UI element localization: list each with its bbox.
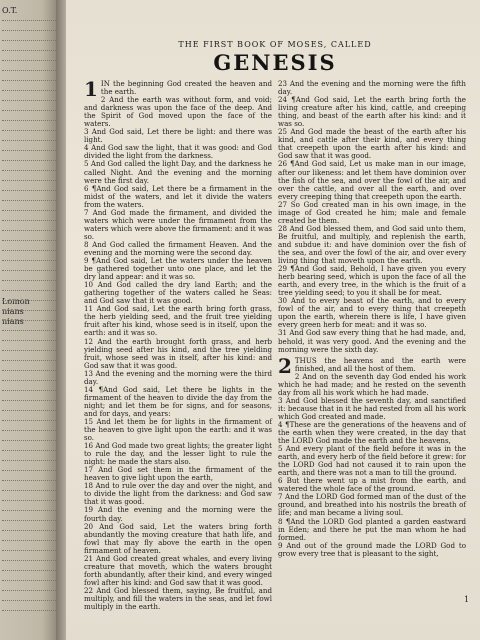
index-dot-leader (2, 200, 58, 202)
index-dot-leader (2, 170, 58, 172)
chapter-number: 1 (84, 77, 98, 101)
left-page-label: nians (2, 317, 24, 326)
index-dot-leader (2, 110, 58, 112)
index-dot-leader (2, 570, 58, 572)
index-dot-leader (2, 220, 58, 222)
verse: 5 And every plant of the field before it was in the earth, and every herb of the field before it grew: for the LORD God had not caused it to rain upon the earth, and there was not a man to till the ground. (278, 444, 466, 478)
left-page-label: Lomon (2, 297, 30, 306)
index-dot-leader (2, 550, 58, 552)
verse: 17 And God set them in the firmament of the heaven to give light upon the earth, (84, 465, 272, 483)
verse: IN the beginning God created the heaven and the earth. (100, 79, 272, 97)
verse: 6 ¶And God said, Let there be a firmament in the midst of the waters, and let it divide the waters from the waters. (84, 183, 272, 209)
verse: 7 And God made the firmament, and divided the waters which were under the firmament from the waters which were above the firmament: and it was so. (84, 207, 272, 241)
index-dot-leader (2, 100, 58, 102)
index-dot-leader (2, 70, 58, 72)
verse: 23 And the evening and the morning were the fifth day. (278, 79, 466, 97)
verse: 22 And God blessed them, saying, Be fruitful, and multiply, and fill the waters in the seas, and let fowl multiply in the earth. (84, 585, 272, 612)
verse: 26 ¶And God said, Let us make man in our image, after our likeness: and let them have dominion over the fish of the sea, and over the fowl of the air, and over the cattle, and over all the earth, and over every creeping thing that creepeth upon the earth. (278, 159, 466, 201)
index-dot-leader (2, 30, 58, 32)
index-dot-leader (2, 20, 58, 22)
index-dot-leader (2, 140, 58, 142)
verse: 2 And on the seventh day God ended his work which he had made; and he rested on the seventh day from all his work which he had made. (278, 371, 466, 397)
index-dot-leader (2, 130, 58, 132)
verse: 12 And the earth brought forth grass, and herb yielding seed after his kind, and the tree yielding fruit, whose seed was in itself, after his kind: and God saw that it was good. (84, 336, 272, 370)
index-dot-leader (2, 380, 58, 382)
index-dot-leader (2, 180, 58, 182)
index-dot-leader (2, 250, 58, 252)
chapter-number: 2 (278, 353, 292, 378)
verse: THUS the heavens and the earth were finished, and all the host of them. (294, 355, 466, 373)
verse: 16 And God made two great lights; the greater light to rule the day, and the lesser light to rule the night: he made the stars also. (84, 441, 272, 467)
verse: 30 And to every beast of the earth, and to every fowl of the air, and to every thing that creepeth upon the earth, wherein there is life, I have given every green herb for meat: and it was so. (278, 296, 466, 330)
index-dot-leader (2, 520, 58, 522)
verse: 10 And God called the dry land Earth; and the gathering together of the waters called he Seas: and God saw that it was good. (84, 280, 272, 306)
index-dot-leader (2, 430, 58, 432)
index-dot-leader (2, 610, 58, 612)
index-dot-leader (2, 160, 58, 162)
index-dot-leader (2, 60, 58, 62)
index-dot-leader (2, 210, 58, 212)
book-name: GENESIS (213, 50, 337, 75)
index-dot-leader (2, 300, 58, 302)
index-dot-leader (2, 470, 58, 472)
index-dot-leader (2, 190, 58, 192)
verse: 3 And God blessed the seventh day, and sanctified it: because that in it he had rested from all his work which God created and made. (278, 395, 466, 421)
index-dot-leader (2, 230, 58, 232)
verse: 31 And God saw every thing that he had made, and, behold, it was very good. And the evening and the morning were the sixth day. (278, 328, 466, 354)
index-dot-leader (2, 460, 58, 462)
index-dot-leader (2, 40, 58, 42)
index-dot-leader (2, 580, 58, 582)
index-dot-leader (2, 260, 58, 262)
index-dot-leader (2, 280, 58, 282)
index-dot-leader (2, 420, 58, 422)
left-page-label: O.T. (2, 6, 18, 15)
verse: 28 And God blessed them, and God said unto them, Be fruitful, and multiply, and replenish the earth, and subdue it: and have dominion over the fish of the sea, and over the fowl of the air, and over every living thing that moveth upon the earth. (278, 223, 466, 266)
index-dot-leader (2, 320, 58, 322)
index-dot-leader (2, 150, 58, 152)
verse: 18 And to rule over the day and over the night, and to divide the light from the darkness: and God saw that it was good. (84, 481, 272, 507)
previous-page-edge (0, 0, 60, 640)
text-column-right (278, 80, 466, 558)
verse: 20 And God said, Let the waters bring forth abundantly the moving creature that hath life, and fowl that may fly above the earth in the open firmament of heaven. (84, 521, 272, 555)
verse: 19 And the evening and the morning were the fourth day. (84, 505, 272, 523)
index-dot-leader (2, 480, 58, 482)
index-dot-leader (2, 590, 58, 592)
index-dot-leader (2, 270, 58, 272)
verse: 4 ¶These are the generations of the heavens and of the earth when they were created, in the day that the LORD God made the earth and the heavens, (278, 419, 466, 446)
verse: 8 And God called the firmament Heaven. And the evening and the morning were the second day. (84, 239, 272, 257)
verse: 6 But there went up a mist from the earth, and watered the whole face of the ground. (278, 476, 466, 494)
verse: 25 And God made the beast of the earth after his kind, and cattle after their kind, and every thing that creepeth upon the earth after his kind: and God saw that it was good. (278, 127, 466, 161)
left-page-label: nians (2, 307, 24, 316)
index-dot-leader (2, 450, 58, 452)
verse: 2 And the earth was without form, and void; and darkness was upon the face of the deep. And the Spirit of God moved upon the face of the waters. (84, 95, 272, 129)
verse: 29 ¶And God said, Behold, I have given you every herb bearing seed, which is upon the face of all the earth, and every tree, in the which is the fruit of a tree yielding seed; to you it shall be for meat. (278, 264, 466, 298)
verse: 5 And God called the light Day, and the darkness he called Night. And the evening and the morning were the first day. (84, 159, 272, 185)
verse: 9 And out of the ground made the LORD God to grow every tree that is pleasant to the sight, (278, 540, 466, 558)
index-dot-leader (2, 90, 58, 92)
index-dot-leader (2, 360, 58, 362)
verse: 8 ¶And the LORD God planted a garden eastward in Eden; and there he put the man whom he had formed. (278, 516, 466, 542)
index-dot-leader (2, 510, 58, 512)
index-dot-leader (2, 350, 58, 352)
index-dot-leader (2, 120, 58, 122)
verse: 27 So God created man in his own image, in the image of God created he him; male and female created he them. (278, 199, 466, 225)
index-dot-leader (2, 290, 58, 292)
index-dot-leader (2, 600, 58, 602)
verse: 15 And let them be for lights in the firmament of the heaven to give light upon the earth: and it was so. (84, 416, 272, 443)
verse: 4 And God saw the light, that it was good: and God divided the light from the darkness. (84, 143, 272, 161)
index-dot-leader (2, 500, 58, 502)
index-dot-leader (2, 400, 58, 402)
index-dot-leader (2, 240, 58, 242)
book-title: THE FIRST BOOK OF MOSES, CALLED (178, 40, 372, 49)
verse: 21 And God created great whales, and every living creature that moveth, which the waters brought forth abundantly, after their kind, and every winged fowl after his kind: and God saw that it was good. (84, 553, 272, 587)
index-dot-leader (2, 330, 58, 332)
verse: 9 ¶And God said, Let the waters under the heaven be gathered together unto one place, and let the dry land appear: and it was so. (84, 256, 272, 282)
text-column-left (84, 77, 272, 612)
index-dot-leader (2, 310, 58, 312)
index-dot-leader (2, 530, 58, 532)
index-dot-leader (2, 50, 58, 52)
verse: 3 And God said, Let there be light: and there was light. (84, 127, 272, 145)
index-dot-leader (2, 560, 58, 562)
index-dot-leader (2, 540, 58, 542)
verse: 13 And the evening and the morning were the third day. (84, 368, 272, 386)
index-dot-leader (2, 370, 58, 372)
verse: 7 And the LORD God formed man of the dust of the ground, and breathed into his nostrils the breath of life; and man became a living soul. (278, 492, 466, 518)
index-dot-leader (2, 490, 58, 492)
index-dot-leader (2, 410, 58, 412)
index-dot-leader (2, 390, 58, 392)
verse: 14 ¶And God said, Let there be lights in the firmament of the heaven to divide the day from the night; and let them be for signs, and for seasons, and for days, and years: (84, 384, 272, 418)
page-number: 1 (464, 595, 470, 604)
index-dot-leader (2, 440, 58, 442)
verse: 11 And God said, Let the earth bring forth grass, the herb yielding seed, and the fruit tree yielding fruit after his kind, whose seed is in itself, upon the earth: and it was so. (84, 304, 272, 338)
index-dot-leader (2, 340, 58, 342)
verse: 24 ¶And God said, Let the earth bring forth the living creature after his kind, cattle, and creeping thing, and beast of the earth after his kind: and it was so. (278, 95, 466, 129)
index-dot-leader (2, 80, 58, 82)
